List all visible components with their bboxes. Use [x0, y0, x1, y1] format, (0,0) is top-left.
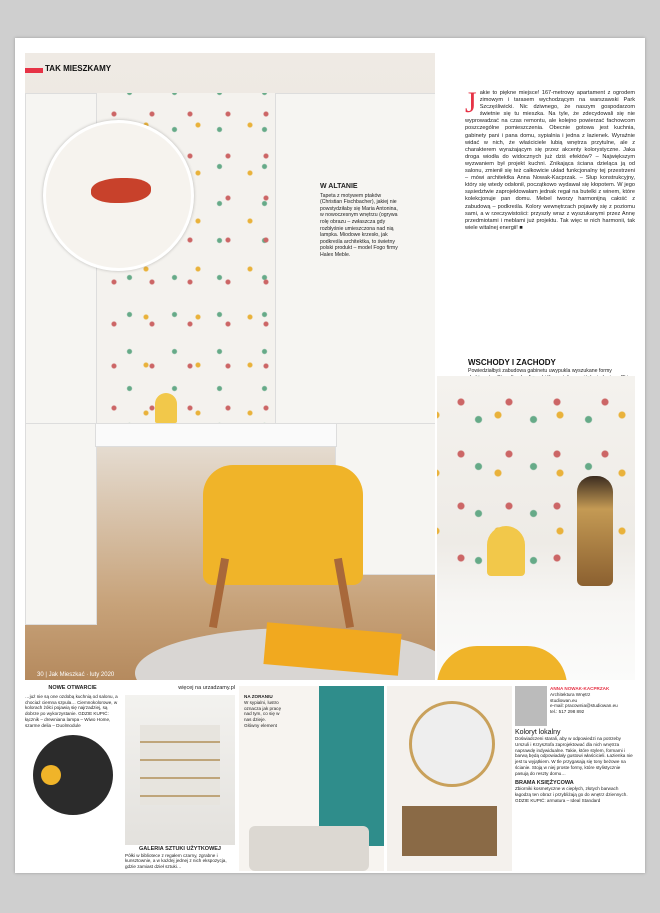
col4-text: Doświadczeni starali, aby w odpowiedzi na potrzeby Urszuli i Krzysztofa zaprojektować dla nich wnętrza naprawdę indywidualne. Takie, które stylem, formami i barwą będą odpowiadały gustowi właścicieli. Łazienka nie jest tu wyjątkiem. W tle przygasają się tony beżowe na ścianie. Stoją w niej proste formy, które stylistycznie pasują do reszty domu… — [515, 736, 633, 776]
col2-caption: GALERIA SZTUKI UŻYTKOWEJ — [139, 845, 221, 852]
architect-photo — [515, 686, 547, 726]
vanity-cabinet — [402, 806, 497, 856]
thumb-col-1 — [25, 686, 120, 871]
architect-site[interactable]: studiowan.eu — [550, 697, 578, 703]
section-tag-bar — [25, 68, 43, 73]
main-caption-title: W ALTANIE — [320, 183, 358, 190]
architect-name: ANNA NOWAK-KACPRZAK — [550, 686, 610, 691]
architect-box — [515, 686, 635, 726]
col3-title: NA ZORANIU — [244, 694, 273, 699]
main-caption-text: Tapeta z motywem ptaków (Christian Fischbacher), jakiej nie powstydziłaby się Maria Antonina, w nowoczesnym wnętrzu (ogrywa rolę obrazu – zwłaszcza gdy rozbłyśnie umieszczona nad nią lampka. Miodowe krzesło, jak podkreśla architektka, to świetny polski produkt – model Fogo firmy Halex Meble. — [320, 192, 398, 258]
round-mirror — [409, 701, 495, 787]
col4-caption: BRAMA KSIĘŻYCOWA — [515, 779, 574, 786]
chair-back — [437, 646, 567, 680]
thumb-col-3 — [239, 686, 384, 871]
dropcap: J — [465, 86, 477, 119]
teal-curtain — [319, 686, 384, 846]
section-tag: TAK MIESZKAMY — [45, 64, 112, 73]
geisha-figurine — [577, 476, 613, 586]
thumb-col-2 — [125, 686, 235, 871]
page-footer: 30 | Jak Mieszkać · luty 2020 — [37, 672, 115, 678]
col1-text: …już nie są one ozdobą kuchnią od salonu, a chociaż ciemna szpula… Ciemnokolorowe, w kolorach żółci pojawią się najrzadziej, są dobrze po wykorzystanie. GDZIE KUPIĆ: łącznik – drewniana lampa – Wiwo Home, szarme delia – Duolmodule — [25, 693, 118, 728]
col4-caption-text: Zbiorniki kosmetyczne w ciepłych, złotych barwach łagodzą ten obraz i przybliżają go do wnętrz dziennych. GDZIE KUPIĆ: armatura – Ideal Standard — [515, 786, 628, 803]
left-cabinet-low — [25, 423, 97, 625]
mushroom-lamp — [487, 526, 525, 576]
thumb-col-5 — [515, 686, 635, 871]
architect-email[interactable]: e-mail: pracownia@studiowan.eu — [550, 703, 618, 709]
secondary-photo-geisha — [437, 376, 635, 680]
col2-text: Półki w bibliotece z regałem czarny, zgrabne i kunsztownie, a w każdej jednej z nich ekspozycja, gdzie zamiast dzieł sztuki… — [125, 852, 227, 870]
more-link[interactable] — [125, 686, 235, 692]
col1-circle-photo — [33, 735, 113, 815]
thumb-col-4-photo — [387, 686, 512, 871]
sub-caption-body: Powiedziałbyś zabudowa gabinetu uwypukla wyszukane formy — [468, 368, 612, 374]
main-caption — [320, 184, 398, 259]
col3-text: W sypialni, lustro oznacza jak pracę nad tym, co się w nas dzieje. Główny element — [244, 699, 282, 728]
magazine-spread — [15, 38, 645, 873]
desk — [95, 423, 337, 447]
bird-illustration — [91, 178, 151, 203]
col2-photo-shelves — [125, 695, 235, 845]
architect-role: Architektura Wnętrz — [550, 691, 591, 697]
table-lamp — [155, 393, 177, 423]
architect-tel: tel.: 517 298 892 — [550, 709, 585, 715]
main-photo-study — [25, 53, 435, 680]
more-link-text[interactable]: więcej na urzadzamy.pl — [178, 685, 235, 691]
sub-caption-title: WSCHODY I ZACHODY — [468, 358, 556, 367]
article-text: akie to piękne miejsce! 167-metrowy apartament z ogrodem zimowym i tarasem wychodzącym na warszawski Park Szczęśliwicki. Nic dziwnego, że naszym gospodarzom świetnie się tu mieszka. Na tyle, że zdecydowali się nie wyprowadzać na czas remontu, ale kolejno powierzać fachowcom poszczególne pomieszczenia. Obecnie gotowa jest kuchnia, gabinety pani i pana domu, sypialnia i jedna z łazienek. Wyraźnie widać w nich, że właściciele lubią wnętrza przytulne, ale z charakterem wyrażającym się przez akcenty kolorystyczne. Jaka droga wiodła do widocznych już dziś efektów? – Największym wyzwaniem był projekt kuchni. Znikająca ściana dzieląca ją od salonu, zmienił się też całkowicie układ funkcjonalny tej przestrzeni – mówi architektka Anna Nowak-Kacprzak. – Słup konstrukcyjny, który się wtedy odsłonił, początkowo wydawał się kłopotem. W jego sąsiedztwie zaprojektowałam jednak regał na butelki z winem, które kolekcjonuje pan domu. Mebel tworzy harmonijną całość z zabudową – podkreśla. Kolory wewnętrzach pojawiły się z poziomu sami, a w rzeczywistości: przyszły wraz z wyszukanymi przez Annę przedmiotami i meblami już projektu. Tak więc w nich harmonii, tak wiele witalnej energii! ■ — [465, 90, 635, 231]
wallpaper-detail-circle — [43, 120, 194, 271]
right-wardrobe — [275, 93, 435, 425]
col3-text-block — [244, 694, 282, 729]
architect-info — [550, 686, 618, 726]
lemon — [41, 765, 61, 785]
article-body — [465, 86, 635, 232]
col1-title: NOWE OTWARCIE — [48, 685, 97, 691]
col4-title: Koloryt lokalny — [515, 729, 561, 736]
bookshelf — [140, 725, 220, 805]
bed — [249, 826, 369, 871]
